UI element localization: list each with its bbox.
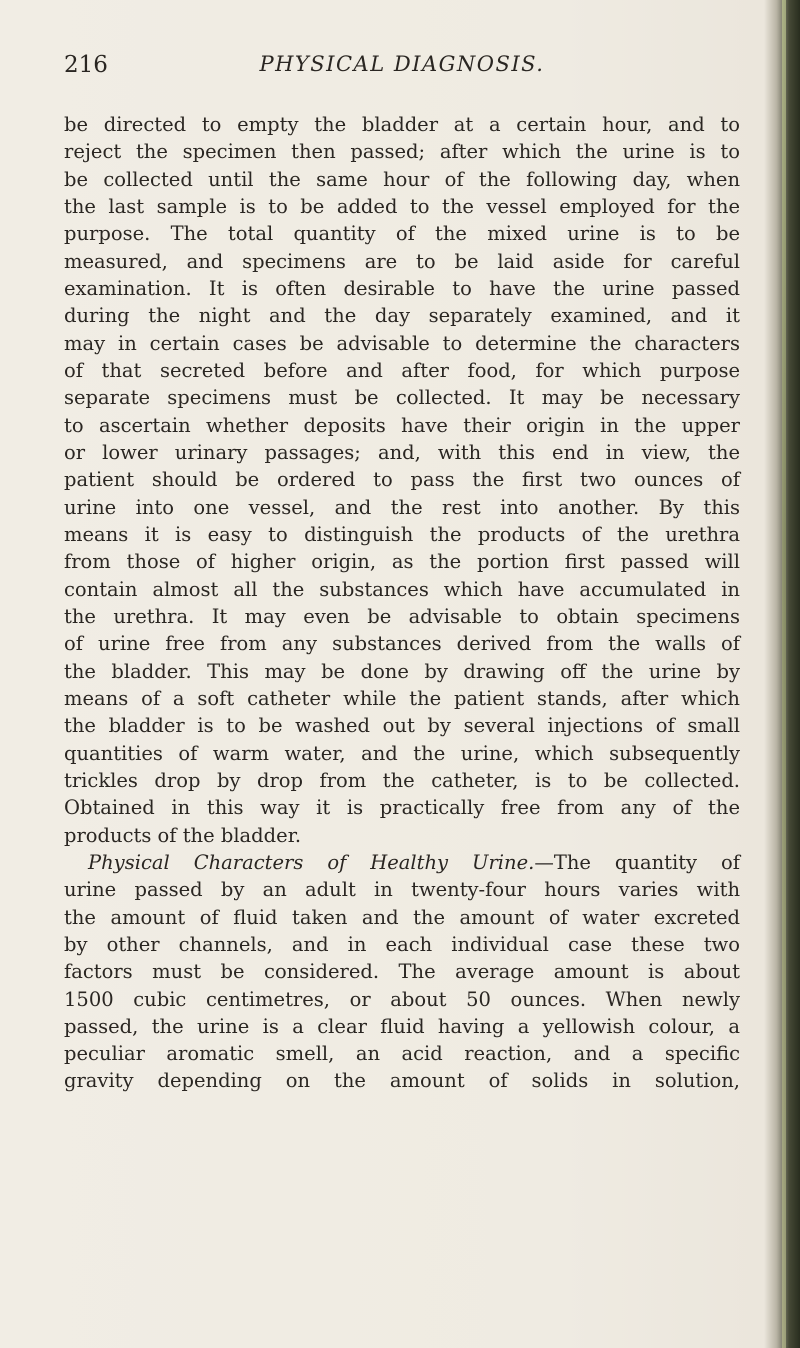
page-header — [64, 52, 740, 82]
text-line: purpose. The total quantity of the mixed urine is to be — [64, 222, 740, 246]
text-line: the last sample is to be added to the vessel employed for the — [64, 194, 740, 218]
text-line: contain almost all the substances which have accumulated in — [64, 577, 740, 601]
text-line: the amount of fluid taken and the amount of water excreted — [64, 905, 740, 929]
text-line: means it is easy to distinguish the products of the urethra — [64, 522, 740, 546]
text-line: reject the specimen then passed; after which the urine is to — [64, 140, 740, 164]
text-line: or lower urinary passages; and, with this end in view, the — [64, 440, 740, 464]
text-line: from those of higher origin, as the portion first passed will — [64, 550, 740, 574]
text-line: be collected until the same hour of the following day, when — [64, 167, 740, 191]
text-line: separate specimens must be collected. It may be necessary — [64, 386, 740, 410]
body-text — [64, 111, 740, 1095]
text-line: be directed to empty the bladder at a certain hour, and to — [64, 113, 740, 136]
text-line: of that secreted before and after food, for which purpose — [64, 358, 740, 382]
text-line: patient should be ordered to pass the first two ounces of — [64, 468, 740, 492]
text-line: examination. It is often desirable to have the urine passed — [64, 276, 740, 300]
text-line: quantities of warm water, and the urine, which subsequently — [64, 741, 740, 765]
text-line: factors must be considered. The average amount is about — [64, 960, 740, 984]
text-line: may in certain cases be advisable to determine the characters — [64, 331, 740, 355]
text-line: passed, the urine is a clear fluid having a yellowish colour, a — [64, 1014, 740, 1038]
text-line: urine into one vessel, and the rest into another. By this — [64, 495, 740, 519]
text-line: by other channels, and in each individual case these two — [64, 932, 740, 956]
text-line: measured, and specimens are to be laid aside for careful — [64, 249, 740, 273]
text-line: urine passed by an adult in twenty-four hours varies with — [64, 878, 740, 902]
page-edge-highlight — [782, 0, 786, 1348]
section-heading: Physical Characters of Healthy Urine. — [88, 850, 535, 874]
text-line: 1500 cubic centimetres, or about 50 ounces. When newly — [64, 987, 740, 1011]
text-line: during the night and the day separately examined, and it — [64, 304, 740, 328]
text-line: the bladder is to be washed out by several injections of small — [64, 714, 740, 738]
paragraph-2 — [64, 849, 740, 1095]
running-head: PHYSICAL DIAGNOSIS. — [259, 52, 545, 76]
text-line: trickles drop by drop from the catheter, is to be collected. — [64, 768, 740, 792]
text-line: gravity depending on the amount of solids in solution, — [64, 1069, 740, 1093]
text-line: of urine free from any substances derived from the walls of — [64, 632, 740, 656]
heading-continuation: —The quantity of — [534, 850, 740, 874]
text-line: Obtained in this way it is practically free from any of the — [64, 796, 740, 820]
text-line: the bladder. This may be done by drawing off the urine by — [64, 659, 740, 683]
paragraph-1 — [64, 111, 740, 849]
text-line: products of the bladder. — [64, 823, 302, 847]
page-number: 216 — [64, 52, 108, 78]
text-line: to ascertain whether deposits have their origin in the upper — [64, 413, 740, 437]
section-heading-line — [64, 849, 740, 876]
text-line: means of a soft catheter while the patient stands, after which — [64, 686, 740, 710]
text-line: the urethra. It may even be advisable to obtain specimens — [64, 604, 740, 628]
text-line: peculiar aromatic smell, an acid reaction, and a specific — [64, 1042, 740, 1066]
